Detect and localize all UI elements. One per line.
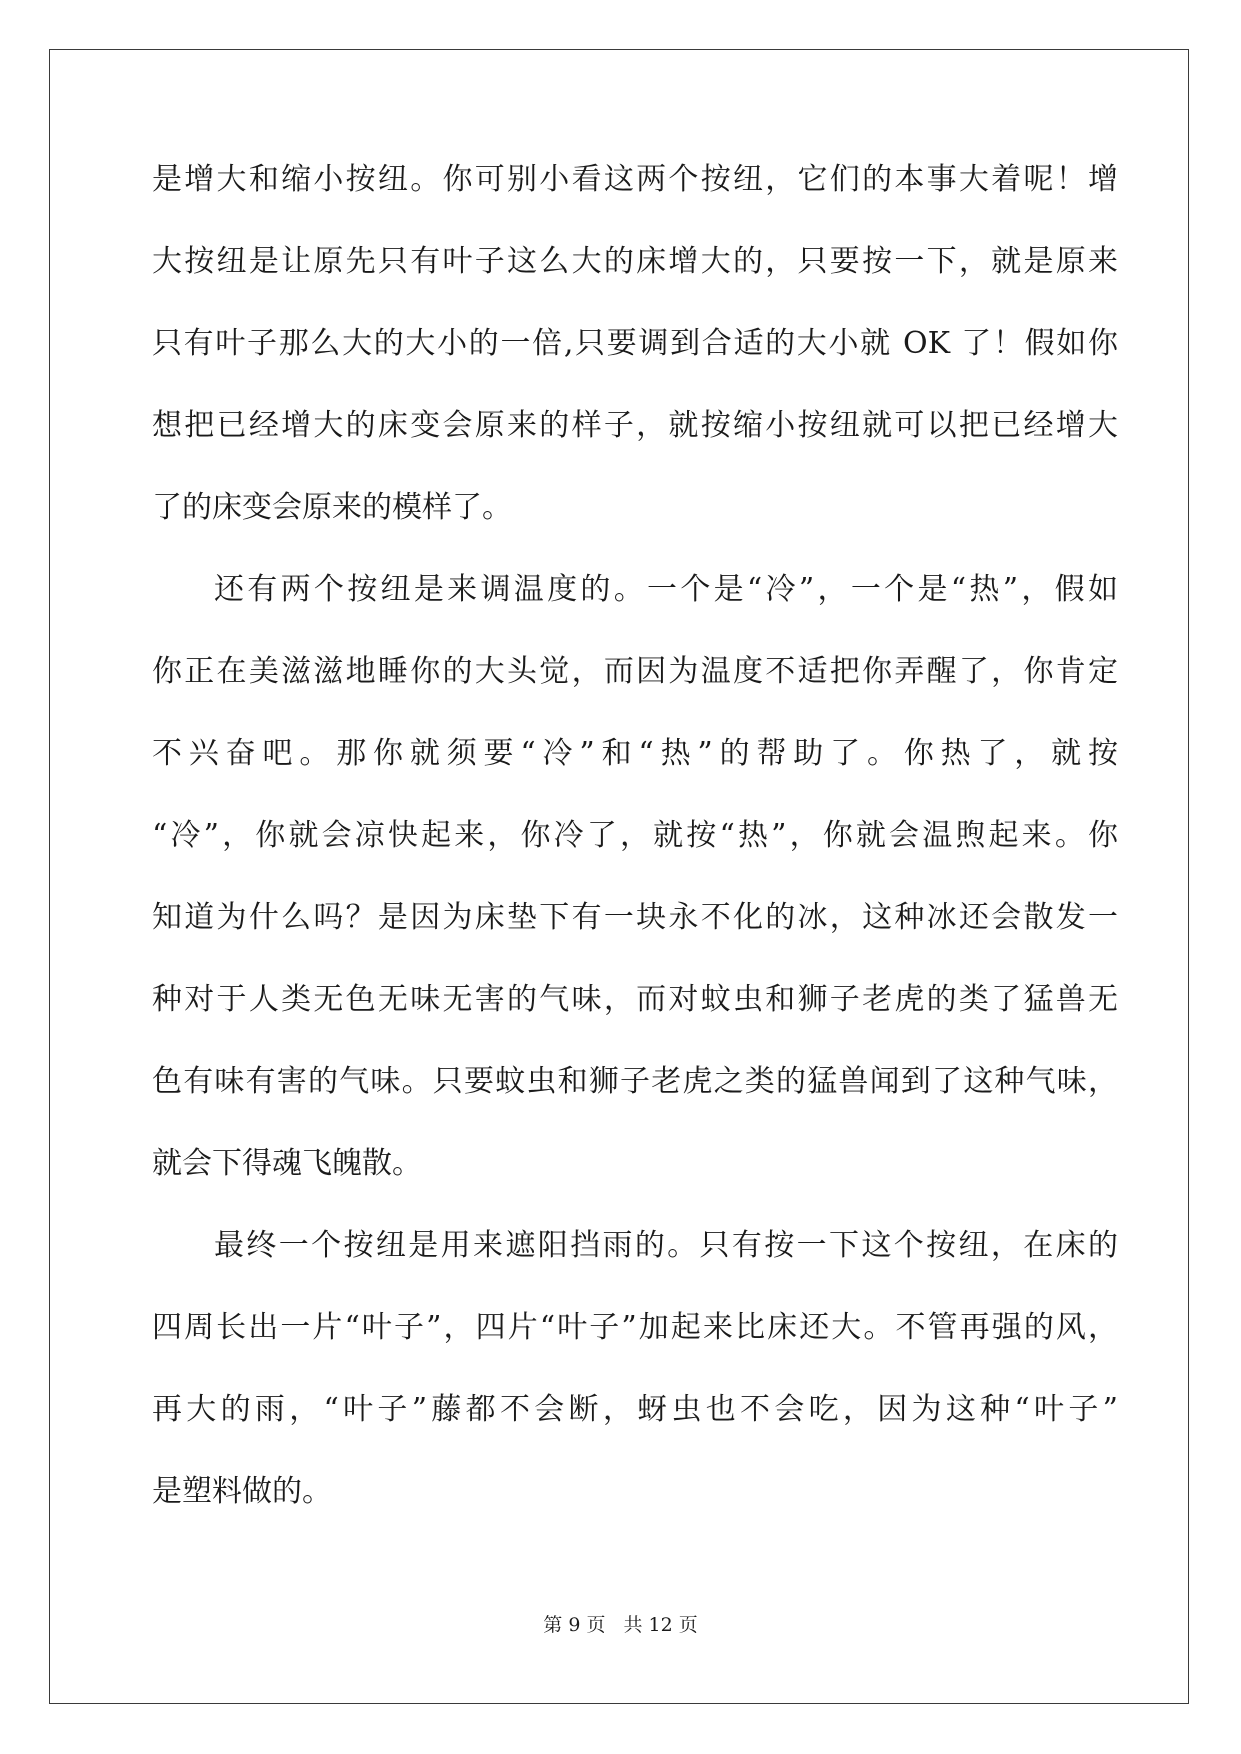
text-line: 还有两个按纽是来调温度的。一个是“冷”，一个是“热”，假如	[214, 572, 1118, 607]
text-line: 最终一个按纽是用来遮阳挡雨的。只有按一下这个按纽，在床的	[214, 1228, 1118, 1263]
text-line: 不兴奋吧。那你就须要“冷”和“热”的帮助了。你热了，就按	[152, 736, 1118, 771]
paragraph-3	[152, 1228, 1118, 1559]
text-line: 大按纽是让原先只有叶子这么大的床增大的，只要按一下，就是原来	[152, 244, 1118, 279]
text-line: 想把已经增大的床变会原来的样子，就按缩小按纽就可以把已经增大	[152, 408, 1118, 443]
paragraph-1	[152, 162, 1118, 575]
text-line: “冷”，你就会凉快起来，你冷了，就按“热”，你就会温煦起来。你	[152, 818, 1118, 853]
paragraph-2	[152, 572, 1118, 1231]
page-number-current: 第 9 页	[543, 1614, 606, 1636]
text-line: 就会下得魂飞魄散。	[152, 1146, 422, 1181]
document-body	[152, 162, 1118, 1559]
page-footer	[0, 1610, 1241, 1637]
text-line: 再大的雨，“叶子”藤都不会断，蚜虫也不会吃，因为这种“叶子”	[152, 1392, 1118, 1427]
text-line: 种对于人类无色无味无害的气味，而对蚊虫和狮子老虎的类了猛兽无	[152, 982, 1118, 1017]
text-line: 你正在美滋滋地睡你的大头觉，而因为温度不适把你弄醒了，你肯定	[152, 654, 1118, 689]
text-line: 知道为什么吗？是因为床垫下有一块永不化的冰，这种冰还会散发一	[152, 900, 1118, 935]
text-line: 色有味有害的气味。只要蚊虫和狮子老虎之类的猛兽闻到了这种气味，	[152, 1064, 1118, 1099]
text-line: 四周长出一片“叶子”，四片“叶子”加起来比床还大。不管再强的风，	[152, 1310, 1118, 1345]
text-line: 只有叶子那么大的大小的一倍,只要调到合适的大小就 OK 了！假如你	[152, 326, 1118, 361]
text-line: 是增大和缩小按纽。你可别小看这两个按纽，它们的本事大着呢！增	[152, 162, 1118, 197]
page-number-total: 共 12 页	[623, 1614, 698, 1636]
text-line: 了的床变会原来的模样了。	[152, 490, 512, 525]
text-line: 是塑料做的。	[152, 1474, 332, 1509]
